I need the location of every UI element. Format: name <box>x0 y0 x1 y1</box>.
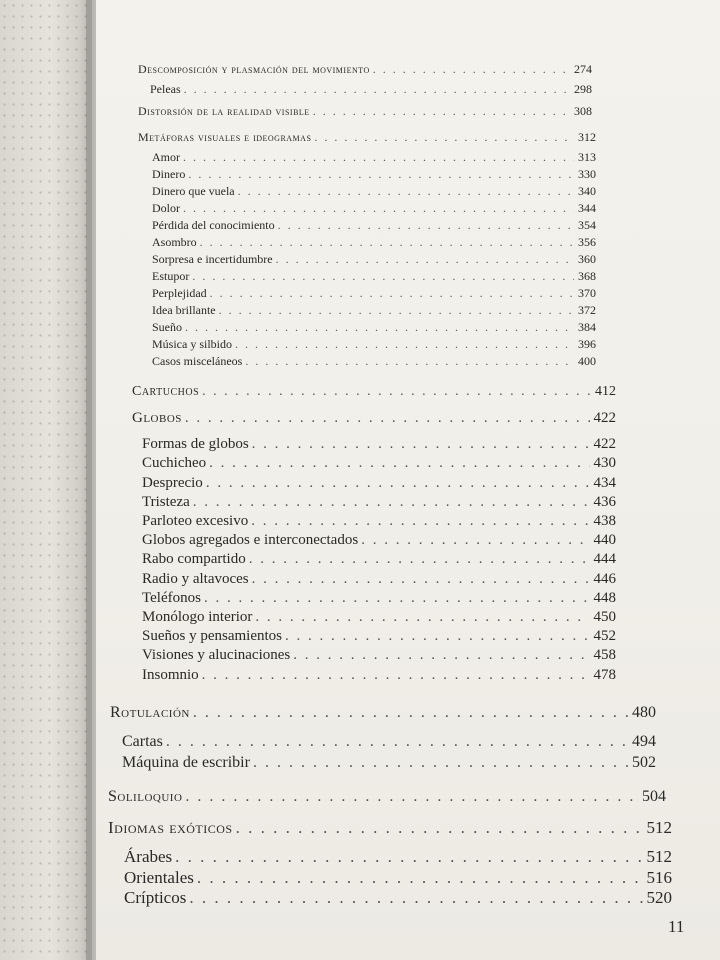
dot-leader <box>175 847 642 867</box>
dot-leader <box>253 754 628 772</box>
toc-subentry-title: Visiones y alucinaciones <box>142 647 291 664</box>
toc-page-number: 354 <box>578 218 596 232</box>
toc-subentry <box>142 609 616 626</box>
toc-page-number: 494 <box>632 733 656 750</box>
dot-leader <box>193 494 590 511</box>
toc-subentry <box>124 868 672 888</box>
dot-leader <box>314 130 574 145</box>
toc-page-number: 313 <box>578 150 596 164</box>
toc-page-number: 434 <box>593 474 616 491</box>
toc-subentry-title: Sueños y pensamientos <box>142 628 282 645</box>
toc-page-number: 372 <box>578 303 596 317</box>
toc-subentry-title: Rabo compartido <box>142 551 246 568</box>
toc-subentry-title: Árabes <box>124 846 173 866</box>
dot-leader <box>210 286 574 301</box>
toc-subentry-title: Dolor <box>152 201 180 215</box>
toc-page-number: 446 <box>593 570 616 587</box>
toc-section-entry <box>108 818 672 838</box>
toc-page-number: 384 <box>578 320 596 334</box>
toc-subentry <box>142 551 616 568</box>
dot-leader <box>238 184 574 199</box>
toc-page-number: 480 <box>632 704 656 721</box>
toc-section-entry <box>110 704 656 722</box>
toc-page-number: 440 <box>593 532 616 549</box>
toc-subentry <box>142 532 616 549</box>
dot-leader <box>361 532 589 549</box>
dot-leader <box>251 513 589 530</box>
dot-leader <box>202 384 591 400</box>
toc-subentry-title: Cartas <box>122 733 163 750</box>
toc-subentry-title: Crípticos <box>124 888 187 908</box>
toc-subentry-title: Peleas <box>150 81 181 96</box>
toc-page-number: 370 <box>578 286 596 300</box>
toc-subentry <box>142 590 616 607</box>
toc-subentry <box>142 436 616 453</box>
toc-subentry <box>142 513 616 530</box>
toc-subentry <box>152 218 596 233</box>
toc-subentry <box>152 201 596 216</box>
toc-subentry-title: Dinero <box>152 167 186 181</box>
toc-page-number: 438 <box>593 513 616 529</box>
table-of-contents <box>96 0 720 960</box>
facing-page-edge <box>0 0 92 960</box>
toc-subentry-title: Estupor <box>152 269 190 283</box>
toc-subentry-title: Globos agregados e interconectados <box>142 532 359 549</box>
toc-subentry-title: Pérdida del conocimiento <box>152 218 275 232</box>
dot-leader <box>278 218 574 233</box>
toc-subentry-title: Idea brillante <box>152 303 216 317</box>
dot-leader <box>276 252 574 267</box>
toc-subentry <box>152 150 596 165</box>
dot-leader <box>192 269 574 284</box>
toc-page-number: 412 <box>595 384 616 399</box>
toc-page-number: 356 <box>578 235 596 249</box>
toc-subentry <box>152 235 596 250</box>
dot-leader <box>202 667 590 684</box>
toc-subentry-title: Parloteo excesivo <box>142 513 249 529</box>
dot-leader <box>189 888 642 908</box>
dot-leader <box>255 609 589 626</box>
toc-subentry <box>124 847 672 867</box>
toc-subentry <box>124 888 672 908</box>
dot-leader <box>166 733 628 751</box>
dot-leader <box>285 628 590 645</box>
dot-leader <box>188 167 574 182</box>
dot-leader <box>185 410 590 427</box>
toc-subentry-title: Amor <box>152 150 180 164</box>
toc-section-title: Idiomas exóticos <box>108 818 233 837</box>
toc-page-number: 360 <box>578 252 596 266</box>
facing-page-dot-leaders <box>0 0 92 960</box>
toc-page-number: 400 <box>578 354 596 368</box>
toc-subentry <box>152 184 596 199</box>
toc-page-number: 344 <box>578 201 596 215</box>
toc-page-number: 312 <box>578 130 596 144</box>
toc-subentry <box>142 494 616 511</box>
dot-leader <box>209 455 589 472</box>
dot-leader <box>183 150 574 165</box>
toc-page-number: 512 <box>646 846 672 866</box>
toc-subentry-title: Monólogo interior <box>142 609 253 625</box>
toc-subentry-title: Sueño <box>152 320 182 334</box>
toc-section-title: Metáforas visuales e ideogramas <box>138 130 312 144</box>
toc-subentry-title: Perplejidad <box>152 286 207 300</box>
dot-leader <box>197 868 643 888</box>
toc-subentry <box>152 320 596 335</box>
toc-page-number: 450 <box>593 609 616 625</box>
dot-leader <box>249 551 590 568</box>
dot-leader <box>313 104 570 119</box>
toc-subentry <box>142 628 616 645</box>
toc-page-number: 430 <box>593 455 616 472</box>
table-of-contents-page <box>96 0 720 960</box>
toc-subentry-title: Insomnio <box>142 666 199 683</box>
dot-leader <box>185 788 638 806</box>
toc-page-number: 512 <box>646 818 672 837</box>
toc-page-number: 516 <box>646 867 672 887</box>
toc-page-number: 452 <box>593 628 616 645</box>
toc-subentry <box>122 754 656 772</box>
toc-subentry-title: Desprecio <box>142 474 203 491</box>
toc-page-number: 368 <box>578 269 596 283</box>
toc-subentry-title: Sorpresa e incertidumbre <box>152 252 273 266</box>
dot-leader <box>193 704 628 722</box>
toc-subentry-title: Orientales <box>124 867 194 887</box>
toc-subentry <box>152 337 596 352</box>
toc-page-number: 504 <box>642 788 666 805</box>
toc-section-title: Distorsión de la realidad visible <box>138 104 310 118</box>
toc-subentry <box>142 571 616 588</box>
toc-section-title: Descomposición y plasmación del movimiento <box>138 62 370 76</box>
toc-page-number: 520 <box>646 888 672 908</box>
toc-subentry <box>152 167 596 182</box>
toc-page-number: 436 <box>593 493 616 510</box>
toc-subentry <box>150 82 592 97</box>
toc-section-entry <box>132 384 616 400</box>
toc-page-number: 502 <box>632 754 656 771</box>
toc-page-number: 340 <box>578 184 596 198</box>
toc-page-number: 422 <box>593 436 616 453</box>
toc-subentry-title: Música y silbido <box>152 337 232 351</box>
toc-subentry <box>152 303 596 318</box>
dot-leader <box>204 590 590 607</box>
toc-subentry-title: Máquina de escribir <box>122 754 250 771</box>
dot-leader <box>219 303 574 318</box>
dot-leader <box>245 354 574 369</box>
toc-page-number: 330 <box>578 167 596 181</box>
toc-subentry-title: Asombro <box>152 235 197 249</box>
toc-subentry <box>142 667 616 684</box>
toc-subentry <box>152 269 596 284</box>
toc-page-number: 444 <box>593 551 616 568</box>
toc-subentry-title: Radio y altavoces <box>142 570 249 587</box>
toc-subentry <box>152 354 596 369</box>
dot-leader <box>235 337 574 352</box>
toc-page-number: 448 <box>593 589 616 606</box>
toc-page-number: 274 <box>574 62 592 76</box>
toc-page-number: 298 <box>574 81 592 96</box>
toc-subentry-title: Casos misceláneos <box>152 354 243 368</box>
dot-leader <box>183 201 574 216</box>
toc-subentry <box>142 475 616 492</box>
toc-section-title: Soliloquio <box>108 788 183 805</box>
dot-leader <box>184 82 570 97</box>
toc-page-number: 396 <box>578 337 596 351</box>
dot-leader <box>236 818 643 838</box>
toc-subentry <box>152 252 596 267</box>
dot-leader <box>200 235 574 250</box>
dot-leader <box>206 475 590 492</box>
toc-subentry-title: Tristeza <box>142 493 190 510</box>
toc-page-number: 308 <box>574 104 592 118</box>
toc-page-number: 422 <box>593 410 616 426</box>
page-number: 11 <box>668 917 685 936</box>
toc-section-entry <box>108 788 666 806</box>
dot-leader <box>252 571 590 588</box>
toc-section-entry <box>138 62 592 77</box>
toc-subentry <box>122 733 656 751</box>
toc-subentry <box>152 286 596 301</box>
dot-leader <box>293 647 589 664</box>
toc-page-number: 458 <box>593 647 616 664</box>
toc-subentry-title: Teléfonos <box>142 589 201 606</box>
toc-section-title: Rotulación <box>110 704 190 721</box>
dot-leader <box>373 62 570 77</box>
toc-section-entry <box>132 410 616 427</box>
dot-leader <box>252 436 590 453</box>
toc-section-title: Cartuchos <box>132 384 200 399</box>
toc-page-number: 478 <box>593 666 616 683</box>
toc-subentry-title: Cuchicheo <box>142 455 207 472</box>
toc-subentry-title: Dinero que vuela <box>152 184 235 198</box>
toc-section-entry <box>138 130 596 145</box>
dot-leader <box>185 320 574 335</box>
toc-subentry <box>142 647 616 664</box>
toc-section-entry <box>138 104 592 119</box>
toc-subentry <box>142 455 616 472</box>
toc-section-title: Globos <box>132 410 182 426</box>
toc-subentry-title: Formas de globos <box>142 436 249 453</box>
